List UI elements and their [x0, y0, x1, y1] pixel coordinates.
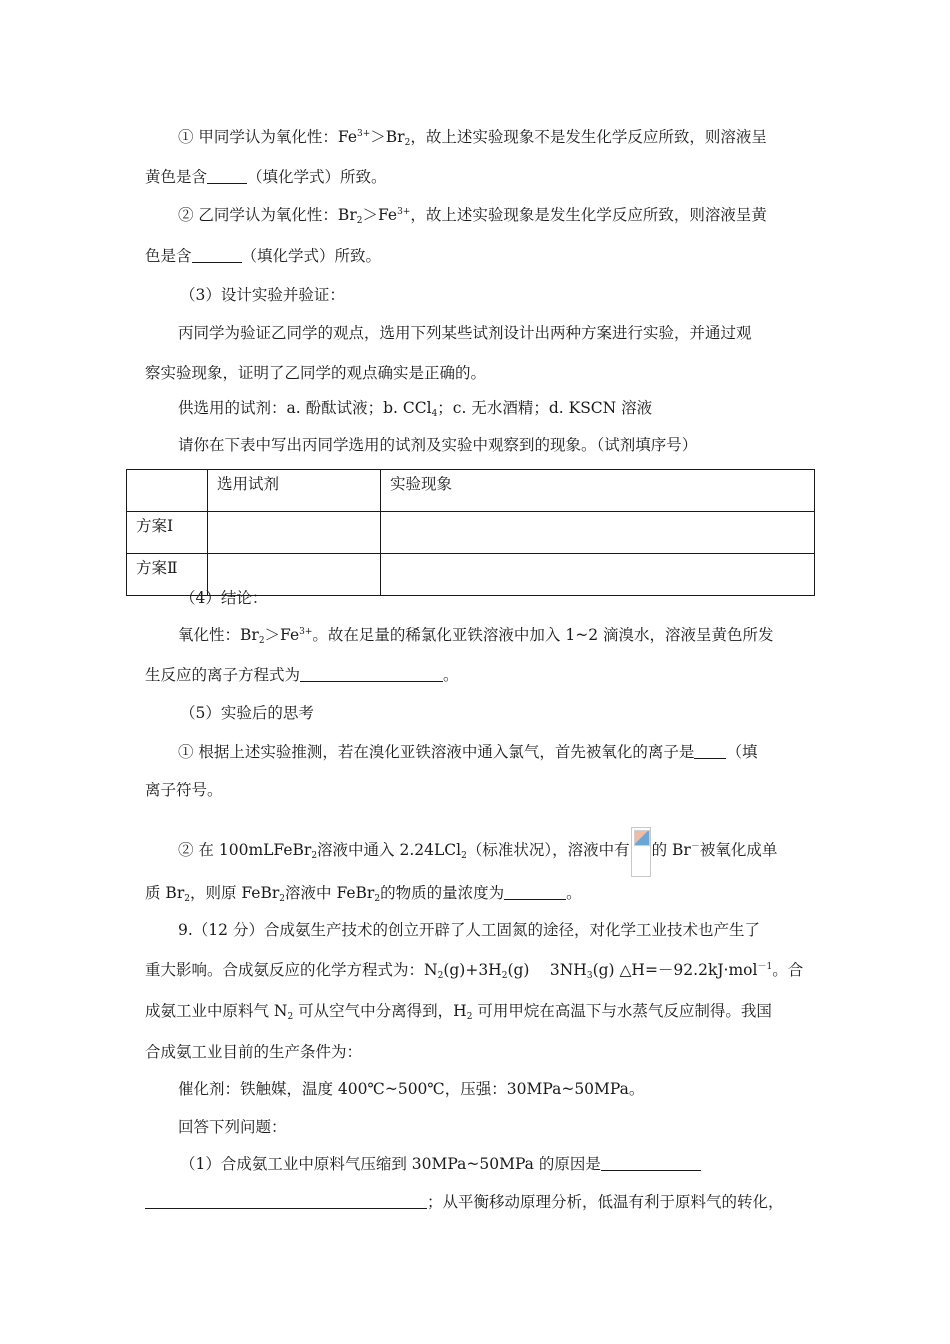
- line-p1a: ① 甲同学认为氧化性：$Fe^{3+}>Br_2$，故上述实验现象不是发生化学反应所致，则溶液呈: [178, 128, 767, 148]
- experiment-table: [126, 469, 815, 596]
- line-p8a: 氧化性：$Br_2>Fe^{3+}$。故在足量的稀氯化亚铁溶液中加入 1~2 滴溴水，溶液呈黄色所发: [178, 626, 774, 646]
- answer-blank[interactable]: [207, 168, 247, 184]
- answer-blank[interactable]: [504, 884, 566, 900]
- table-header-cell: [127, 470, 208, 512]
- section-5-heading: （5）实验后的思考: [180, 704, 314, 722]
- table-cell[interactable]: [381, 554, 815, 596]
- line-p8b: 生反应的离子方程式为 。: [145, 666, 459, 684]
- line-p1b: 黄色是含 （填化学式）所致。: [145, 168, 387, 186]
- reagent-list: 供选用的试剂：a. 酚酞试液；b. CCl$_4$；c. 无水酒精；d. KSCN 溶液: [178, 399, 653, 419]
- line-q9d: 合成氨工业目前的生产条件为：: [145, 1043, 363, 1061]
- line-p2a: ② 乙同学认为氧化性：$Br_2>Fe^{3+}$，故上述实验现象是发生化学反应所致，则溶液呈黄: [178, 206, 767, 226]
- line-p2b: 色是含 （填化学式）所致。: [145, 247, 382, 265]
- line-p4b: 察实验现象，证明了乙同学的观点确实是正确的。: [145, 364, 487, 382]
- line-q9c: 成氨工业中原料气 $N_2$ 可从空气中分离得到，$H_2$ 可用甲烷在高温下与水蒸气反应制得。我国: [145, 1002, 772, 1022]
- line-p4a: 丙同学为验证乙同学的观点，选用下列某些试剂设计出两种方案进行实验，并通过观: [178, 324, 752, 342]
- line-q9g: （1）合成氨工业中原料气压缩到 30MPa~50MPa 的原因是: [180, 1153, 701, 1175]
- table-row: [127, 512, 815, 554]
- table-cell: 方案Ⅰ: [127, 512, 208, 554]
- line-p10b: 离子符号。: [145, 781, 223, 799]
- line-p10a: ① 根据上述实验推测，若在溴化亚铁溶液中通入氯气，首先被氧化的离子是 （填: [178, 743, 758, 761]
- question-9-intro: 9.（12 分）合成氨生产技术的创立开辟了人工固氮的途径，对化学工业技术也产生了: [178, 921, 760, 939]
- fraction-image-icon: [631, 827, 651, 877]
- table-cell[interactable]: [208, 512, 381, 554]
- table-header-row: [127, 470, 815, 512]
- answer-blank[interactable]: [694, 743, 726, 759]
- table-header-cell: 选用试剂: [208, 470, 381, 512]
- table-cell[interactable]: [381, 512, 815, 554]
- answer-blank[interactable]: [601, 1155, 701, 1171]
- section-3-heading: （3）设计实验并验证：: [180, 286, 345, 304]
- line-p11a: ② 在 100mLFeBr$_2$溶液中通入 2.24LCl$_2$（标准状况），溶液中有 的 Br－被氧化成单: [178, 827, 777, 877]
- table-cell: 方案Ⅱ: [127, 554, 208, 596]
- answer-blank[interactable]: [300, 666, 443, 682]
- answer-blank[interactable]: [192, 247, 242, 263]
- line-q9e: 催化剂：铁触媒，温度 400℃~500℃，压强：30MPa~50MPa。: [178, 1080, 645, 1098]
- line-q9f: 回答下列问题：: [178, 1118, 287, 1136]
- answer-blank[interactable]: [145, 1193, 427, 1209]
- line-p11b: 质 $Br_2$，则原 FeBr$_2$溶液中 FeBr$_2$的物质的量浓度为 。: [145, 884, 582, 904]
- table-header-cell: 实验现象: [381, 470, 815, 512]
- line-q9b: 重大影响。合成氨反应的化学方程式为：$N_2(g)+3H_2(g)$ $3NH_3(g)$ △H=－92.2kJ·mol$^{-1}$。合: [145, 961, 804, 981]
- table-instruction: 请你在下表中写出丙同学选用的试剂及实验中观察到的现象。（试剂填序号）: [178, 436, 698, 454]
- line-q9h: ；从平衡移动原理分析，低温有利于原料气的转化，: [145, 1191, 784, 1213]
- section-4-heading: （4）结论：: [180, 589, 268, 607]
